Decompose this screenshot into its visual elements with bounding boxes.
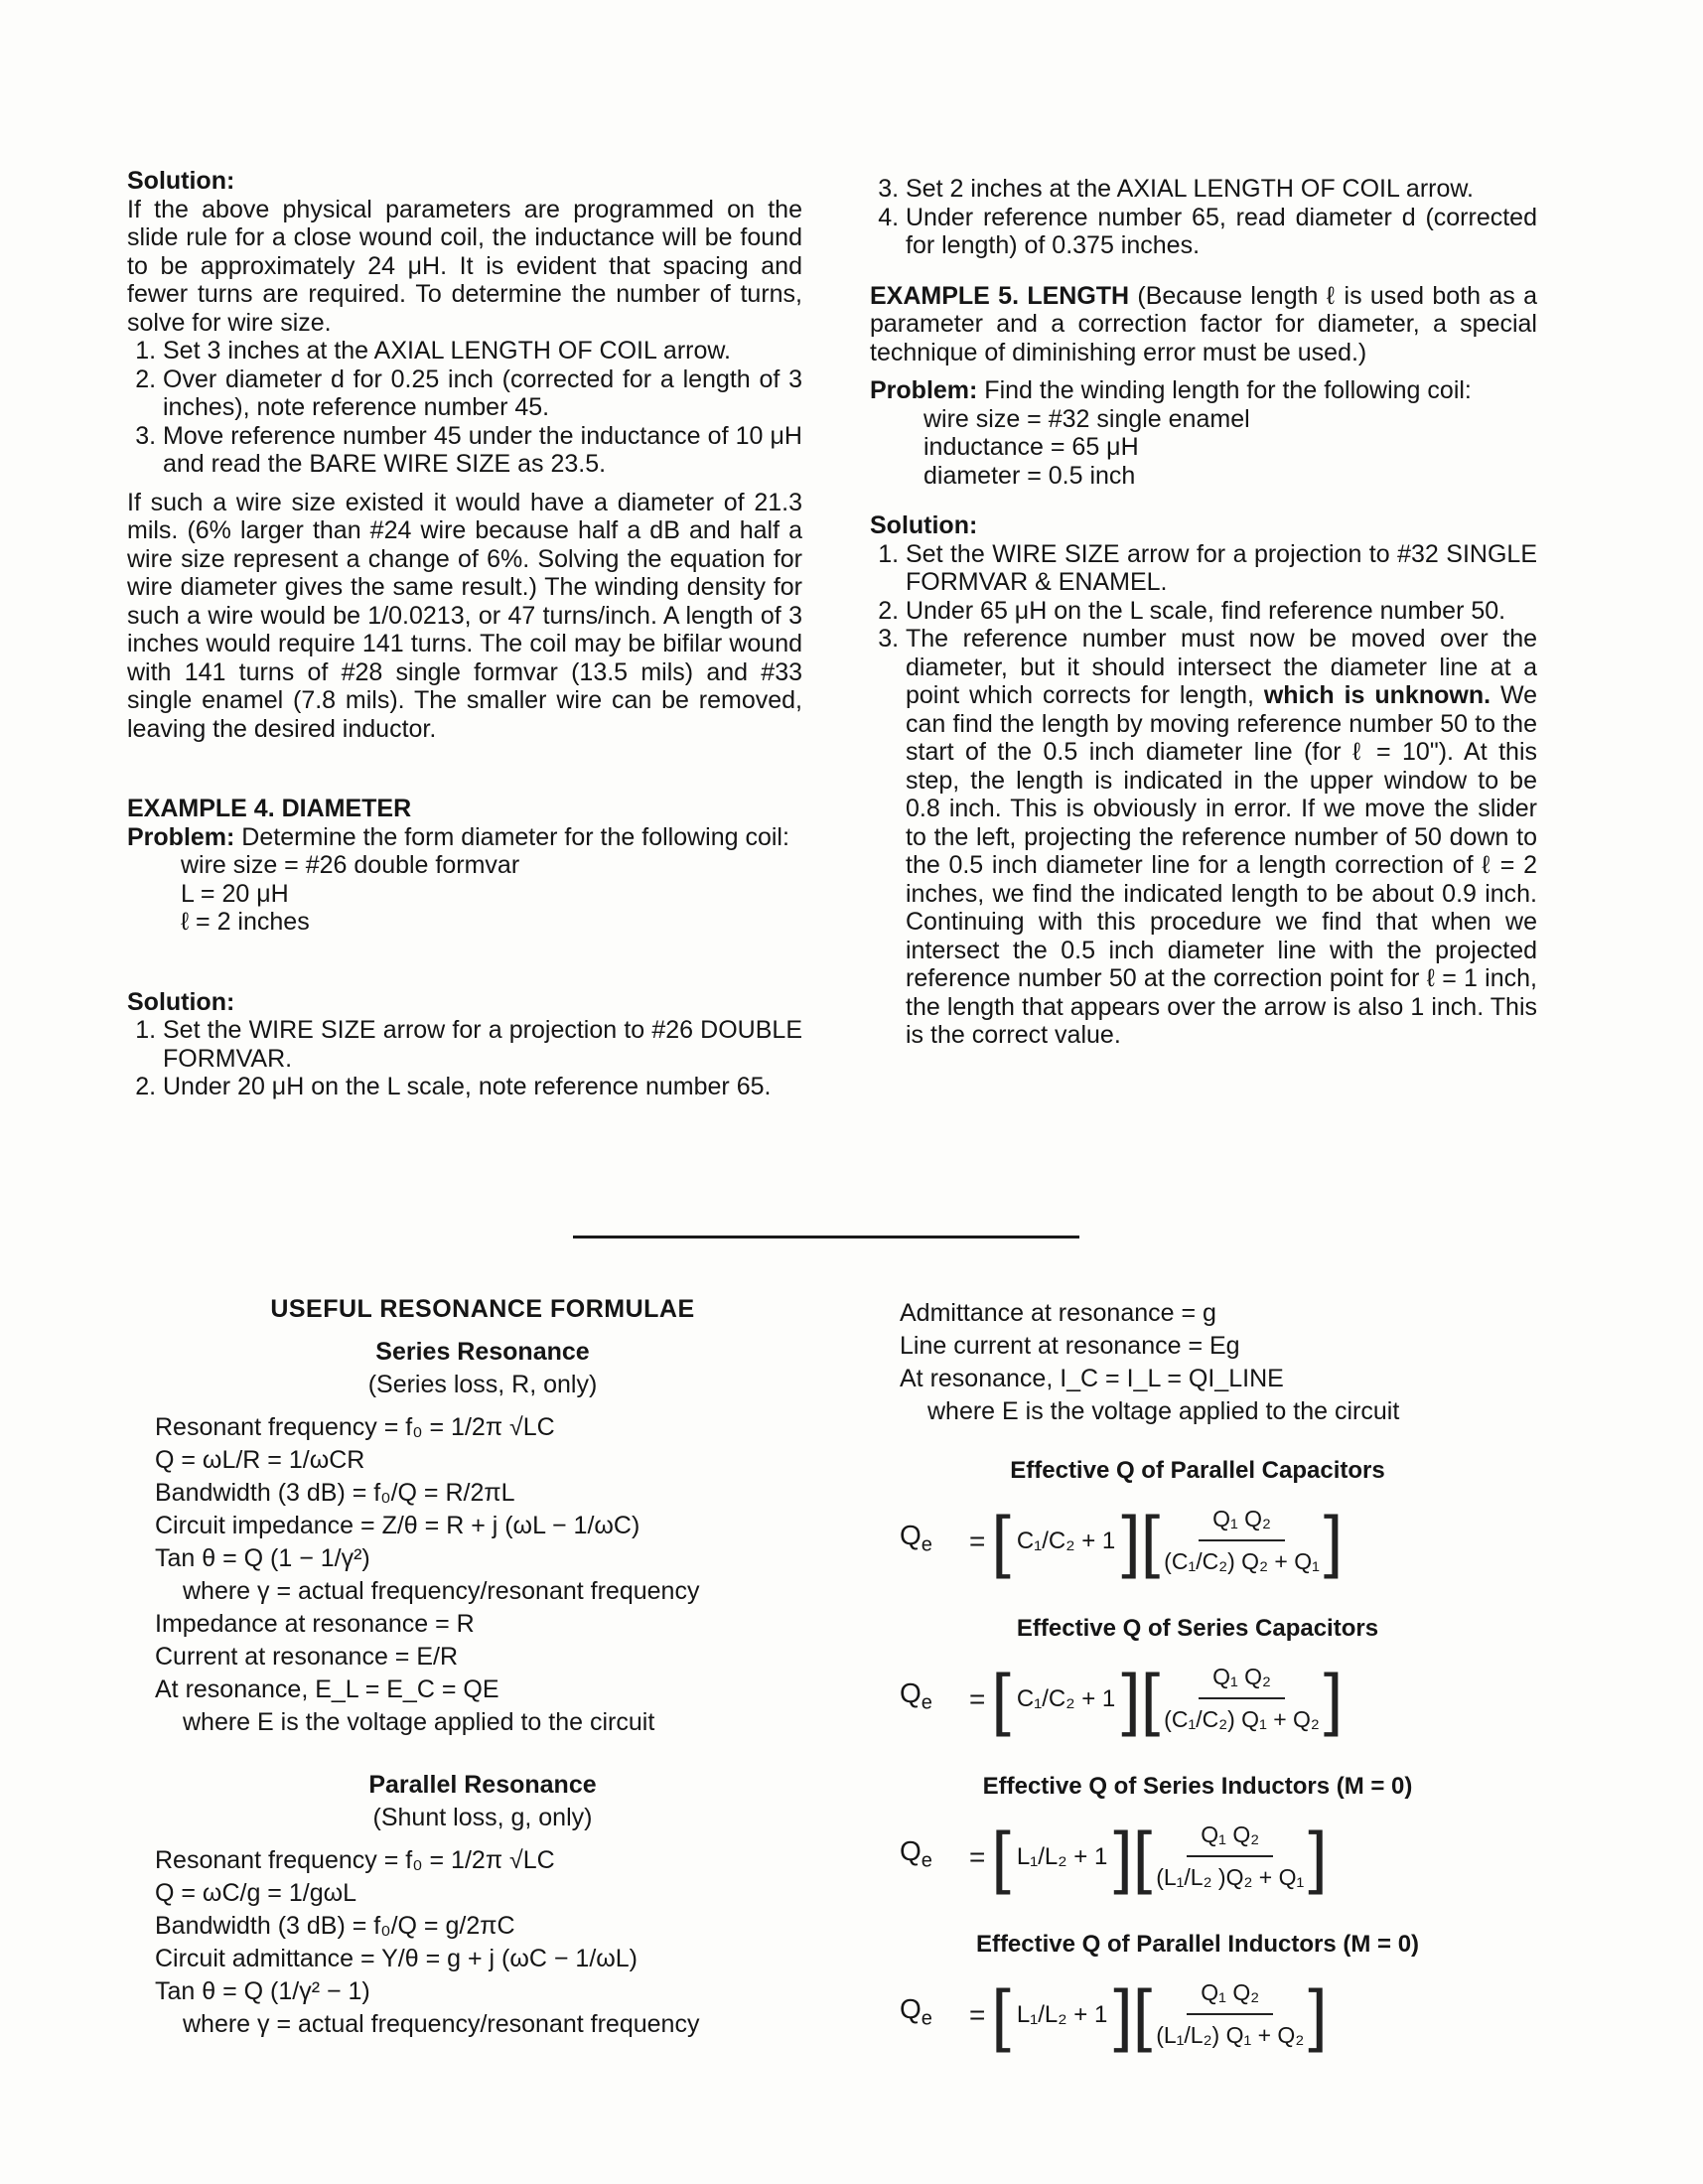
- eq-numerator: Q₁ Q₂: [1187, 1976, 1273, 2015]
- step-item: 1. Set the WIRE SIZE arrow for a projection to #26 DOUBLE FORMVAR.: [163, 1016, 802, 1073]
- formula-line: Tan θ = Q (1 − 1/γ²): [155, 1544, 370, 1572]
- qe-symbol: $Q_e$: [900, 1520, 932, 1556]
- step-emphasis: which is unknown.: [1263, 681, 1491, 709]
- example5-intro-text: (Because length ℓ is used both as a parameter and a correction factor for diameter, a special technique of diminishing error must be used.): [870, 281, 1537, 366]
- formula-line: Impedance at resonance = R: [155, 1610, 475, 1638]
- formula-where: where γ = actual frequency/resonant frequency: [183, 2010, 700, 2038]
- step-item: 3. Set 2 inches at the AXIAL LENGTH OF COIL arrow.: [906, 175, 1537, 204]
- step-text: The reference number must now be moved over the diameter, but it should intersect the diameter line at a point which corrects for length,: [906, 625, 1537, 709]
- problem-text: Find the winding length for the following coil:: [977, 376, 1472, 404]
- param-line: wire size = #32 single enamel: [923, 404, 1250, 433]
- eq-title: Effective Q of Series Capacitors: [1016, 1615, 1379, 1642]
- example4-steps: [127, 1016, 802, 1101]
- eq-title: Effective Q of Series Inductors (M = 0): [982, 1773, 1413, 1800]
- eq-denominator: (L₁/L₂) Q₁ + Q₂: [1156, 2022, 1305, 2048]
- formula-where: where γ = actual frequency/resonant frequency: [183, 1577, 700, 1605]
- eq-numerator: Q₁ Q₂: [1187, 1819, 1273, 1857]
- qe-symbol: $Q_e$: [900, 1835, 932, 1872]
- step-item: [906, 625, 1537, 1050]
- formulae-right: [900, 1297, 1495, 2060]
- step-item: 2. Under 65 μH on the L scale, find reference number 50.: [906, 597, 1537, 626]
- formula-line: Q = ωL/R = 1/ωCR: [155, 1446, 365, 1474]
- formula-line: Tan θ = Q (1/γ² − 1): [155, 1977, 370, 2005]
- step-item: 2. Over diameter d for 0.25 inch (corrected for a length of 3 inches), note reference number 45.: [163, 365, 802, 422]
- example4-solution-heading: Solution:: [127, 987, 235, 1016]
- example5-solution-heading: Solution:: [870, 511, 978, 539]
- eq-fraction: [1156, 1976, 1304, 2052]
- formula-line: At resonance, I_C = I_L = QI_LINE: [900, 1365, 1284, 1392]
- example5-intro: [870, 282, 1537, 367]
- param-line: diameter = 0.5 inch: [923, 461, 1136, 490]
- example4-steps-continued: [870, 175, 1537, 260]
- eq-denominator: (C₁/C₂) Q₁ + Q₂: [1164, 1706, 1320, 1732]
- formula-line: Resonant frequency = f₀ = 1/2π √LC: [155, 1846, 555, 1874]
- formula-line: Current at resonance = E/R: [155, 1643, 459, 1671]
- step-text: We can find the length by moving reference number 50 to the start of the 0.5 inch diameter line (for ℓ = 10"). At this step, the length is indicated in the upper window to be 0.8 inch. This is obviously in error. If we move the slider to the left, projecting the reference number of 50 down to the 0.5 inch diameter line for a length correction of ℓ = 2 inches, we find the indicated length to be about 0.9 inch. Continuing with this procedure we find that when we intersect the 0.5 inch diameter line with the projected reference number 50 at the correction point for ℓ = 1 inch, the length that appears over the arrow is also 1 inch. This is the correct value.: [906, 681, 1537, 1049]
- qe-symbol: $Q_e$: [900, 1677, 932, 1714]
- problem-label: Problem:: [127, 822, 235, 851]
- example4-title: EXAMPLE 4. DIAMETER: [127, 795, 412, 822]
- eq-title: Effective Q of Parallel Inductors (M = 0): [975, 1931, 1420, 1958]
- formula-line: Resonant frequency = f₀ = 1/2π √LC: [155, 1413, 555, 1441]
- eq-denominator: (L₁/L₂ )Q₂ + Q₁: [1156, 1864, 1305, 1890]
- eq-fraction: [1164, 1661, 1320, 1736]
- eq-fraction: [1164, 1503, 1320, 1578]
- eq-inner: L₁/L₂ + 1: [1016, 1842, 1108, 1870]
- step-item: 3. Move reference number 45 under the inductance of 10 μH and read the BARE WIRE SIZE as 23.5.: [163, 422, 802, 479]
- eq-inner: C₁/C₂ + 1: [1016, 1527, 1116, 1554]
- solution-steps: [127, 337, 802, 479]
- example4-params: [127, 851, 802, 937]
- formulae-left: [155, 1293, 810, 2041]
- formula-line: At resonance, E_L = E_C = QE: [155, 1675, 499, 1703]
- section-divider: [573, 1236, 1079, 1238]
- formula-line: Bandwidth (3 dB) = f₀/Q = g/2πC: [155, 1912, 515, 1940]
- example5-title: EXAMPLE 5. LENGTH: [870, 281, 1130, 310]
- solution-intro: If the above physical parameters are programmed on the slide rule for a close wound coil, the inductance will be found to be approximately 24 μH. It is evident that spacing and fewer turns are required. To determine the number of turns, solve for wire size.: [127, 195, 802, 337]
- parallel-resonance-subtitle: (Shunt loss, g, only): [372, 1804, 593, 1831]
- effective-q-equation: $Q_e$ = [ C₁/C₂ + 1 ] [ $\frac{\text{Q₁ Q₂}}{\text{(C₁/C₂) Q₂ + Q₁}}$ ]: [900, 1502, 1344, 1579]
- eq-numerator: Q₁ Q₂: [1199, 1661, 1285, 1699]
- example5-problem: [870, 376, 1537, 405]
- solution-heading: Solution:: [127, 167, 235, 195]
- problem-label: Problem:: [870, 376, 978, 404]
- formula-line: Q = ωC/g = 1/gωL: [155, 1879, 357, 1907]
- effective-q-equation: $Q_e$ = [ C₁/C₂ + 1 ] [ $\frac{\text{Q₁ Q₂}}{\text{(C₁/C₂) Q₁ + Q₂}}$ ]: [900, 1660, 1344, 1737]
- formula-where: where E is the voltage applied to the circuit: [927, 1397, 1400, 1425]
- formula-line: Bandwidth (3 dB) = f₀/Q = R/2πL: [155, 1479, 515, 1507]
- param-line: inductance = 65 μH: [923, 433, 1139, 461]
- formula-line: Circuit impedance = Z/θ = R + j (ωL − 1/ωC): [155, 1512, 640, 1539]
- step-item: 4. Under reference number 65, read diameter d (corrected for length) of 0.375 inches.: [906, 204, 1537, 260]
- example5-params: [870, 405, 1537, 491]
- qe-symbol: $Q_e$: [900, 1993, 932, 2030]
- effective-q-equation: $Q_e$ = [ L₁/L₂ + 1 ] [ $\frac{\text{Q₁ Q₂}}{\text{(L₁/L₂ )Q₂ + Q₁}}$ ]: [900, 1818, 1328, 1895]
- left-column-top: [127, 167, 802, 1101]
- series-resonance-title: Series Resonance: [375, 1338, 590, 1366]
- param-line: ℓ = 2 inches: [181, 908, 310, 936]
- effective-q-equation: $Q_e$ = [ L₁/L₂ + 1 ] [ $\frac{\text{Q₁ Q₂}}{\text{(L₁/L₂) Q₁ + Q₂}}$ ]: [900, 1975, 1328, 2053]
- formulae-title: USEFUL RESONANCE FORMULAE: [270, 1295, 695, 1323]
- param-line: L = 20 μH: [181, 879, 289, 908]
- example5-steps: [870, 540, 1537, 1050]
- step-item: 1. Set 3 inches at the AXIAL LENGTH OF COIL arrow.: [163, 337, 802, 365]
- eq-inner: C₁/C₂ + 1: [1016, 1684, 1116, 1712]
- param-line: wire size = #26 double formvar: [181, 851, 520, 879]
- step-item: 2. Under 20 μH on the L scale, note reference number 65.: [163, 1073, 802, 1101]
- formula-where: where E is the voltage applied to the circuit: [183, 1708, 655, 1736]
- eq-numerator: Q₁ Q₂: [1199, 1503, 1285, 1541]
- solution-follow: If such a wire size existed it would have a diameter of 21.3 mils. (6% larger than #24 wire because half a dB and half a wire size represent a change of 6%. Solving the equation for wire diameter gives the same result.) The winding density for such a wire would be 1/0.0213, or 47 turns/inch. A length of 3 inches would require 141 turns. The coil may be bifilar wound with 141 turns of #28 single formvar (13.5 mils) and #33 single enamel (7.8 mils). The smaller wire can be removed, leaving the desired inductor.: [127, 488, 802, 743]
- formula-line: Admittance at resonance = g: [900, 1299, 1216, 1327]
- step-item: 1. Set the WIRE SIZE arrow for a projection to #32 SINGLE FORMVAR & ENAMEL.: [906, 540, 1537, 597]
- example4-problem: [127, 823, 802, 852]
- eq-fraction: [1156, 1819, 1304, 1894]
- problem-text: Determine the form diameter for the following coil:: [234, 822, 789, 851]
- right-column-top: [870, 175, 1537, 1050]
- eq-inner: L₁/L₂ + 1: [1016, 2000, 1108, 2028]
- series-resonance-subtitle: (Series loss, R, only): [367, 1371, 598, 1398]
- eq-title: Effective Q of Parallel Capacitors: [1010, 1457, 1385, 1484]
- formula-line: Circuit admittance = Y/θ = g + j (ωC − 1/ωL): [155, 1945, 639, 1972]
- parallel-resonance-title: Parallel Resonance: [368, 1771, 597, 1799]
- eq-denominator: (C₁/C₂) Q₂ + Q₁: [1164, 1548, 1320, 1574]
- formula-line: Line current at resonance = Eg: [900, 1332, 1240, 1360]
